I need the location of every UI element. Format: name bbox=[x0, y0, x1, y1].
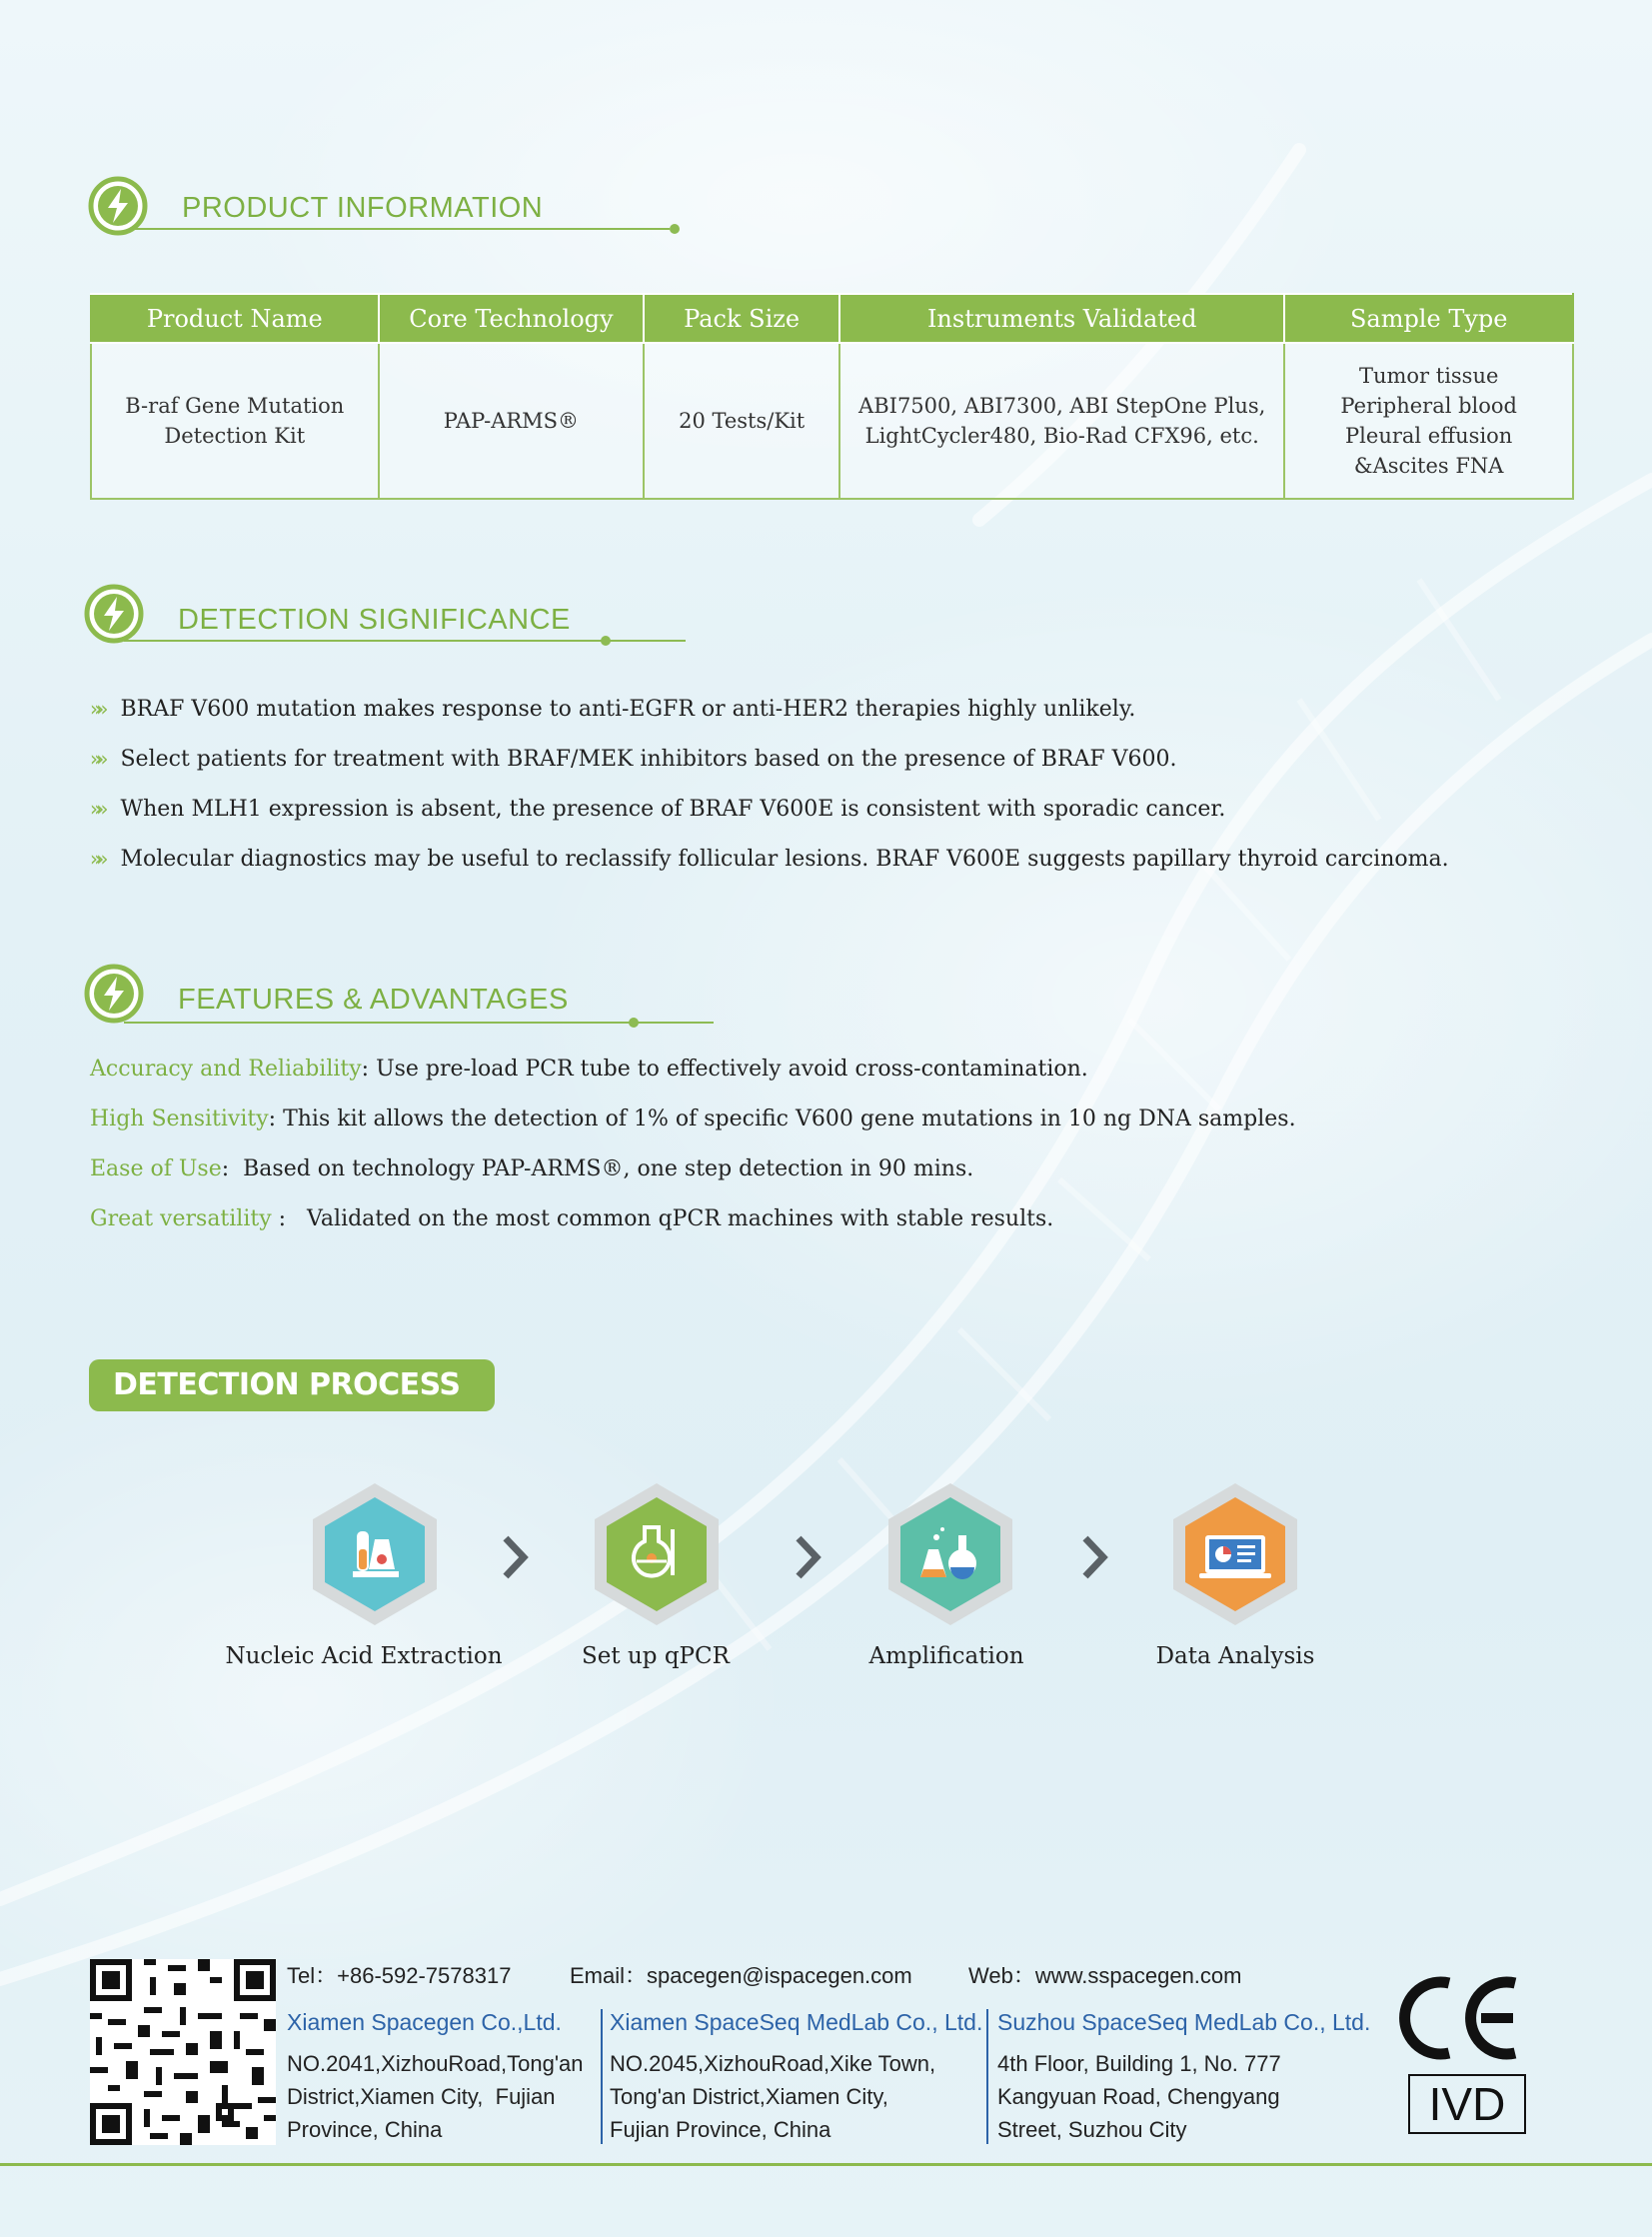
table-header-row bbox=[91, 294, 1573, 343]
cell-line: Pleural effusion bbox=[1345, 424, 1513, 448]
column-header: Pack Size bbox=[644, 294, 839, 343]
feature-key: High Sensitivity bbox=[90, 1107, 269, 1131]
section-title: DETECTION SIGNIFICANCE bbox=[178, 604, 571, 636]
cell-line: B-raf Gene Mutation bbox=[125, 394, 345, 418]
chevron-right-icon bbox=[793, 1532, 823, 1582]
ce-mark-logo bbox=[1397, 1975, 1521, 2061]
product-information-header bbox=[88, 176, 688, 246]
header-underline-dot bbox=[629, 1018, 639, 1028]
column-header: Product Name bbox=[91, 294, 379, 343]
column-header: Sample Type bbox=[1284, 294, 1573, 343]
feature-text: Validated on the most common qPCR machines with stable results. bbox=[307, 1206, 1054, 1231]
footer-divider bbox=[601, 2009, 603, 2144]
feature-item bbox=[90, 1156, 973, 1181]
company-address bbox=[997, 2047, 1281, 2146]
significance-item bbox=[90, 747, 1176, 772]
address-line: Street, Suzhou City bbox=[997, 2117, 1187, 2142]
address-line: Kangyuan Road, Chengyang bbox=[997, 2084, 1280, 2109]
qr-code bbox=[90, 1959, 276, 2145]
feature-separator: : bbox=[361, 1057, 377, 1082]
chevron-right-icon bbox=[500, 1532, 530, 1582]
bullet-text: BRAF V600 mutation makes response to anti-EGFR or anti-HER2 therapies highly unlikely. bbox=[120, 697, 1136, 722]
bullet-text: Select patients for treatment with BRAF/MEK inhibitors based on the presence of BRAF V600. bbox=[120, 747, 1177, 772]
test-tubes-icon bbox=[305, 1479, 445, 1629]
cell-line: LightCycler480, Bio-Rad CFX96, etc. bbox=[864, 424, 1259, 448]
detection-process-banner: DETECTION PROCESS bbox=[89, 1359, 495, 1411]
flask-icon bbox=[587, 1479, 727, 1629]
column-header: Instruments Validated bbox=[839, 294, 1284, 343]
double-chevron-icon: »» bbox=[90, 847, 103, 871]
pack-size-cell: 20 Tests/Kit bbox=[644, 343, 839, 499]
double-chevron-icon: »» bbox=[90, 797, 103, 821]
footer-bottom-line bbox=[0, 2163, 1652, 2166]
feature-text: Based on technology PAP-ARMS®, one step detection in 90 mins. bbox=[243, 1156, 974, 1181]
cell-line: Detection Kit bbox=[164, 424, 306, 448]
step-label: Nucleic Acid Extraction bbox=[225, 1643, 503, 1669]
feature-separator: : bbox=[221, 1156, 244, 1181]
address-line: NO.2045,XizhouRoad,Xike Town, bbox=[610, 2051, 936, 2076]
footer-email[interactable]: Email：spacegen@ispacegen.com bbox=[570, 1963, 912, 1988]
monitor-chart-icon bbox=[1165, 1479, 1305, 1629]
feature-text: Use pre-load PCR tube to effectively avoid cross-contamination. bbox=[376, 1057, 1088, 1082]
cell-line: Peripheral blood bbox=[1340, 394, 1517, 418]
feature-separator: : bbox=[268, 1107, 284, 1131]
address-line: NO.2041,XizhouRoad,Tong'an bbox=[287, 2051, 584, 2076]
company-name: Suzhou SpaceSeq MedLab Co., Ltd. bbox=[997, 2009, 1371, 2035]
feature-key: Ease of Use bbox=[90, 1156, 222, 1181]
feature-key: Accuracy and Reliability bbox=[90, 1057, 362, 1082]
feature-item bbox=[90, 1107, 1296, 1131]
header-underline bbox=[124, 1022, 714, 1024]
header-underline-dot bbox=[670, 224, 680, 234]
footer-tel: Tel：+86-592-7578317 bbox=[287, 1963, 512, 1988]
double-chevron-icon: »» bbox=[90, 747, 103, 771]
product-name-cell bbox=[91, 343, 379, 499]
section-title: FEATURES & ADVANTAGES bbox=[178, 984, 569, 1016]
significance-item bbox=[90, 797, 1225, 822]
column-header: Core Technology bbox=[379, 294, 645, 343]
feature-separator: : bbox=[271, 1206, 308, 1231]
company-name: Xiamen SpaceSeq MedLab Co., Ltd. bbox=[610, 2009, 983, 2035]
company-address bbox=[610, 2047, 935, 2146]
address-line: Province, China bbox=[287, 2117, 443, 2142]
ivd-mark: IVD bbox=[1408, 2074, 1526, 2134]
double-chevron-icon: »» bbox=[90, 697, 103, 721]
core-technology-cell: PAP-ARMS® bbox=[379, 343, 645, 499]
feature-text: This kit allows the detection of 1% of specific V600 gene mutations in 10 ng DNA samples. bbox=[283, 1107, 1296, 1131]
feature-key: Great versatility bbox=[90, 1206, 272, 1231]
lightning-circle-icon bbox=[84, 964, 144, 1024]
bullet-text: Molecular diagnostics may be useful to reclassify follicular lesions. BRAF V600E suggests papillary thyroid carcinoma. bbox=[120, 847, 1449, 872]
feature-item bbox=[90, 1057, 1088, 1082]
cell-line: &Ascites FNA bbox=[1353, 454, 1504, 478]
cell-line: ABI7500, ABI7300, ABI StepOne Plus, bbox=[858, 394, 1266, 418]
company-address bbox=[287, 2047, 584, 2146]
sample-type-cell bbox=[1284, 343, 1573, 499]
address-line: Fujian Province, China bbox=[610, 2117, 831, 2142]
product-table bbox=[90, 293, 1574, 500]
address-line: Tong'an District,Xiamen City, bbox=[610, 2084, 888, 2109]
footer-divider bbox=[986, 2009, 988, 2144]
company-name: Xiamen Spacegen Co.,Ltd. bbox=[287, 2009, 562, 2035]
chevron-right-icon bbox=[1079, 1532, 1109, 1582]
instruments-cell bbox=[839, 343, 1284, 499]
step-label: Amplification bbox=[868, 1643, 1024, 1669]
step-label: Set up qPCR bbox=[582, 1643, 730, 1669]
significance-item bbox=[90, 847, 1449, 872]
lab-glassware-icon bbox=[880, 1479, 1020, 1629]
feature-item bbox=[90, 1206, 1053, 1231]
header-underline-dot bbox=[601, 636, 611, 646]
footer-web[interactable]: Web：www.sspacegen.com bbox=[968, 1963, 1242, 1988]
table-row bbox=[91, 343, 1573, 499]
features-advantages-header bbox=[84, 964, 684, 1034]
lightning-circle-icon bbox=[84, 584, 144, 644]
cell-line: Tumor tissue bbox=[1358, 364, 1499, 388]
detection-significance-header bbox=[84, 584, 684, 654]
section-title: PRODUCT INFORMATION bbox=[182, 192, 544, 224]
address-line: 4th Floor, Building 1, No. 777 bbox=[997, 2051, 1281, 2076]
step-label: Data Analysis bbox=[1155, 1643, 1315, 1669]
header-underline bbox=[128, 228, 670, 230]
bullet-text: When MLH1 expression is absent, the presence of BRAF V600E is consistent with sporadic cancer. bbox=[120, 797, 1226, 822]
lightning-circle-icon bbox=[88, 176, 148, 236]
significance-item bbox=[90, 697, 1135, 722]
address-line: District,Xiamen City, Fujian bbox=[287, 2084, 556, 2109]
